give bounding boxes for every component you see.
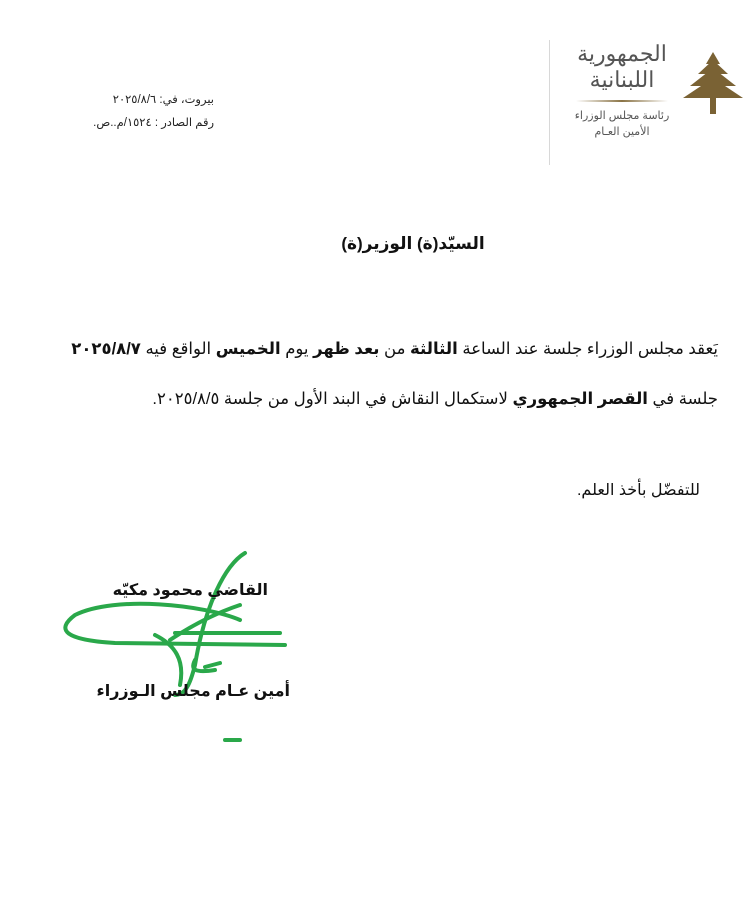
signatory-name: القاضي محمود مكيّه bbox=[112, 582, 268, 599]
text: لاستكمال النقاش في البند الأول من جلسة ٢٠٢٥/٨/٥. bbox=[152, 390, 513, 408]
letterhead-department: الأمين العـام bbox=[594, 126, 650, 138]
reference-number: رقم الصادر : ١٥٢٤/م..ص. bbox=[93, 117, 214, 129]
bold-text: الثالثة bbox=[410, 340, 458, 358]
letterhead-line2: اللبنانية bbox=[589, 68, 655, 93]
letterhead-office: رئاسة مجلس الوزراء bbox=[574, 110, 670, 122]
text: من bbox=[379, 340, 411, 358]
place-date: بيروت، في: ٢٠٢٥/٨/٦ bbox=[112, 94, 214, 106]
text: يَعقد مجلس الوزراء جلسة عند الساعة bbox=[457, 340, 718, 358]
letterhead-divider bbox=[549, 40, 550, 165]
body-line-2 bbox=[152, 389, 718, 409]
text: الواقع فيه bbox=[140, 340, 216, 358]
cedar-emblem-icon bbox=[680, 50, 746, 120]
bold-text: ٢٠٢٥/٨/٧ bbox=[71, 340, 141, 358]
letterhead-rule bbox=[576, 100, 668, 102]
bold-text: بعد ظهر bbox=[313, 340, 380, 358]
signatory-title: أمين عـام مجلس الـوزراء bbox=[96, 683, 290, 700]
bold-text: القصر الجمهوري bbox=[512, 390, 648, 408]
bold-text: الخميس bbox=[215, 340, 281, 358]
body-line-1 bbox=[71, 339, 718, 359]
letterhead-line1: الجمهورية bbox=[577, 42, 667, 67]
addressee: السيّد(ة) الوزير(ة) bbox=[341, 234, 485, 253]
text: جلسة في bbox=[647, 390, 718, 408]
closing: للتفضّل بأخذ العلم. bbox=[576, 482, 700, 499]
signature-icon bbox=[55, 545, 295, 745]
letterhead bbox=[572, 42, 672, 140]
text: يوم bbox=[280, 340, 314, 358]
